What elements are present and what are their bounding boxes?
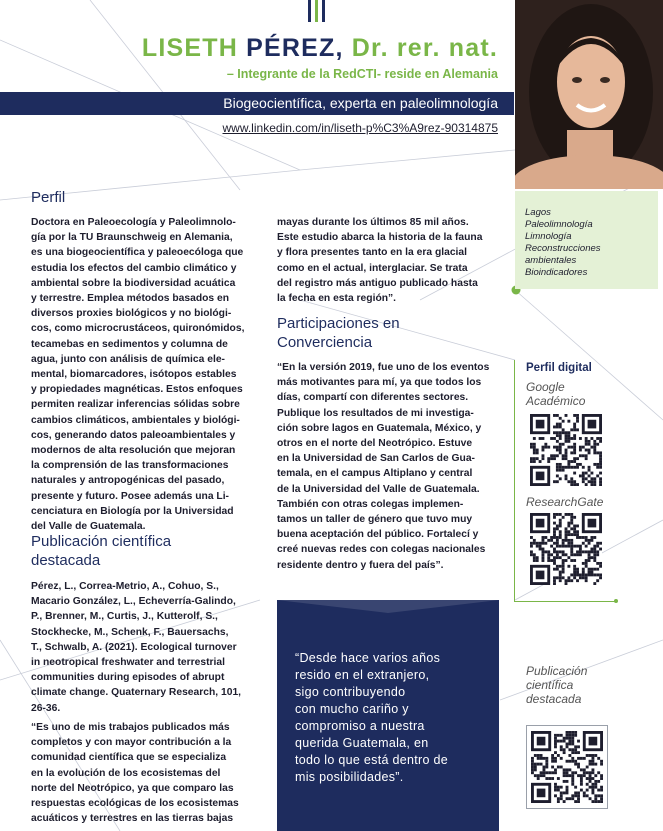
text-line: 26-36.: [31, 702, 61, 714]
perfil-heading: Perfil: [31, 189, 66, 206]
text-line: temala, en el campus Altiplano y central: [277, 468, 473, 480]
text-line: buena aceptación del público. Fortalecí y: [277, 529, 479, 541]
text-line: diversos proxies biológicos y no biológi-: [31, 308, 232, 320]
qr-code-google-academico[interactable]: [530, 414, 602, 486]
text-line: completos y con mayor contribución a la: [31, 737, 232, 749]
text-line: mayas durante los últimos 85 mil años.: [277, 217, 469, 228]
converciencia-heading: [277, 314, 400, 352]
publicacion-quote-continued: [277, 215, 501, 306]
text-line: en la evolución de los ecosistemas del: [31, 767, 221, 779]
text-line: in neotropical freshwater and terrestrial: [31, 657, 225, 669]
text-line: agua, junto con análisis de química ele-: [31, 353, 225, 365]
label-line: Académico: [526, 394, 586, 408]
text-line: cenciatura en Biología por la Universidad: [31, 505, 234, 517]
google-academico-label: [526, 380, 585, 408]
keyword: ambientales: [525, 255, 577, 266]
perfil-text: [31, 215, 257, 534]
text-line: communities during episodes of abrupt: [31, 672, 225, 684]
text-line: como en el actual, interglaciar. Se trata: [277, 262, 468, 274]
text-line: otros en el norte del Neotrópico. Estuve: [277, 438, 473, 450]
text-line: comunidad científica que se especializa: [31, 752, 227, 764]
text-line: la fecha en esta región”.: [277, 293, 397, 305]
heading-line: Participaciones en: [277, 315, 400, 332]
text-line: resido en el extranjero,: [295, 668, 430, 682]
qr-code-publicacion[interactable]: [526, 725, 608, 809]
text-line: naturales y antropogénicas del pasado,: [31, 475, 225, 487]
text-line: tecamebas en sedimentos y columna de: [31, 338, 228, 350]
text-line: la comprensión de las transformaciones: [31, 460, 229, 472]
text-line: sigo contribuyendo: [295, 685, 406, 699]
text-line: del registro más antiguo publicado hasta: [277, 277, 478, 289]
label-line: Publicación: [526, 664, 588, 678]
text-line: climate change. Quaternary Research, 101,: [31, 687, 242, 699]
top-stripe: [308, 0, 311, 22]
top-stripe: [315, 0, 318, 22]
text-line: Publique los resultados de mi investiga-: [277, 407, 474, 419]
text-line: cambios climáticos, ambientales y biológi-: [31, 414, 240, 426]
text-line: y flora presentes tanto en la era glacial: [277, 247, 467, 259]
label-line: destacada: [526, 692, 582, 706]
keyword: Limnología: [525, 231, 572, 242]
text-line: es una biogeocientífica y paleoecóloga que: [31, 247, 244, 259]
text-line: gía por la TU Braunschweig en Alemania,: [31, 232, 233, 244]
text-line: del Valle de Guatemala.: [31, 521, 146, 533]
heading-line: Publicación científica: [31, 533, 172, 550]
text-line: “Es uno de mis trabajos publicados más: [31, 722, 230, 733]
heading-line: destacada: [31, 552, 101, 569]
text-line: También con otras colegas implemen-: [277, 498, 464, 510]
text-line: presente y futuro. Posee además una Li-: [31, 490, 229, 502]
page-title: [0, 34, 498, 63]
publicacion-heading: [31, 532, 171, 570]
text-line: creé nuevas redes con colegas nacionales: [277, 544, 486, 556]
qr-code-researchgate[interactable]: [530, 513, 602, 585]
text-line: permiten realizar inferencias sólidas sobre: [31, 399, 240, 411]
text-line: ción sobre lagos en Guatemala, México, y: [277, 422, 482, 434]
text-line: tamos un taller de género que tuvo muy: [277, 514, 473, 526]
perfil-digital-heading: Perfil digital: [526, 362, 592, 374]
text-line: y terrestre. Emplea métodos basados en: [31, 293, 230, 305]
tagline: Biogeocientífica, experta en paleolimnología: [223, 95, 498, 111]
text-line: modernos de alta resolución que mejoran: [31, 445, 236, 457]
text-line: y propiedades magnéticas. Estos enfoques: [31, 384, 243, 396]
subtitle: – Integrante de la RedCTI- reside en Alemania: [226, 67, 498, 81]
text-line: Macario González, L., Echeverría-Galindo,: [31, 596, 236, 608]
keyword: Paleolimnología: [525, 219, 593, 230]
text-line: ambiental sobre la biodiversidad acuática: [31, 277, 236, 289]
label-line: científica: [526, 678, 574, 692]
text-line: Stockhecke, M., Schenk, F., Bauersachs,: [31, 626, 229, 638]
profile-photo: [515, 0, 663, 189]
text-line: mental, biomarcadores, isótopos estables: [31, 369, 237, 381]
text-line: mis posibilidades”.: [295, 770, 404, 784]
sidebar-divider: [514, 360, 515, 602]
keywords-list: [525, 207, 653, 279]
text-line: T., Schwalb, A. (2021). Ecological turnover: [31, 641, 237, 653]
keyword: Lagos: [525, 207, 551, 218]
text-line: con mucho cariño y: [295, 702, 409, 716]
keyword: Bioindicadores: [525, 267, 588, 278]
publicacion-quote: [31, 720, 257, 826]
last-name: PÉREZ,: [246, 34, 344, 62]
text-line: más motivantes para mí, ya que todos los: [277, 377, 482, 389]
text-line: residente dentro y fuera del país”.: [277, 559, 444, 571]
text-line: compromiso a nuestra: [295, 719, 425, 733]
text-line: en la Universidad de San Carlos de Gua-: [277, 453, 475, 465]
heading-line: Converciencia: [277, 334, 373, 351]
text-line: Pérez, L., Correa-Metrio, A., Cohuo, S.,: [31, 581, 219, 592]
text-line: días, compartí con diferentes sectores.: [277, 392, 469, 404]
first-name: LISETH: [141, 34, 238, 62]
text-line: P., Brenner, M., Curtis, J., Kutterolf, S.,: [31, 611, 218, 623]
text-line: respuestas ecológicas de los ecosistemas: [31, 798, 239, 810]
keyword: Reconstrucciones: [525, 243, 601, 254]
text-line: “En la versión 2019, fue uno de los eventos: [277, 362, 490, 373]
top-stripe: [322, 0, 325, 22]
label-line: Google: [526, 380, 565, 394]
sidebar-divider: [514, 601, 616, 602]
quote-text: [295, 650, 491, 786]
text-line: todo lo que está dentro de: [295, 753, 449, 767]
text-line: norte del Neotrópico, ya que comparo las: [31, 782, 234, 794]
degree: Dr. rer. nat.: [351, 34, 498, 62]
text-line: cos, generando datos paleoambientales y: [31, 429, 236, 441]
text-line: Este estudio abarca la historia de la fauna: [277, 232, 483, 244]
linkedin-link[interactable]: www.linkedin.com/in/liseth-p%C3%A9rez-90314875: [222, 121, 498, 135]
publicacion-destacada-label: [526, 664, 587, 706]
text-line: Doctora en Paleoecología y Paleolimnolo-: [31, 217, 236, 228]
text-line: de la Universidad del Valle de Guatemala.: [277, 483, 480, 495]
text-line: estudia los efectos del cambio climático y: [31, 262, 237, 274]
text-line: querida Guatemala, en: [295, 736, 429, 750]
researchgate-label: ResearchGate: [526, 495, 604, 509]
text-line: acuáticos y terrestres en las tierras bajas: [31, 813, 234, 825]
citation-text: [31, 579, 257, 716]
text-line: “Desde hace varios años: [295, 651, 441, 665]
text-line: cos, como microcrustáceos, quironómidos,: [31, 323, 245, 335]
converciencia-text: [277, 360, 501, 573]
